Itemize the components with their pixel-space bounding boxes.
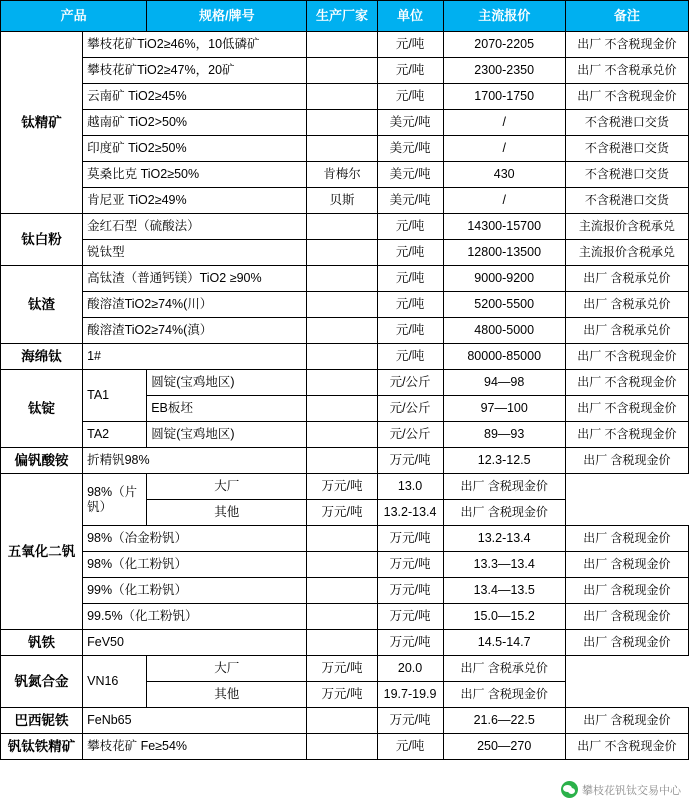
unit-cell: 元/吨 [377,734,443,760]
unit-cell: 元/吨 [377,32,443,58]
price-cell: 13.2-13.4 [377,500,443,526]
unit-cell: 美元/吨 [377,110,443,136]
product-cell: 钛精矿 [1,32,83,214]
price-cell: 430 [443,162,565,188]
product-cell: 钛渣 [1,266,83,344]
spec-cell: 酸溶渣TiO2≥74%(川） [83,292,307,318]
maker-cell [307,318,377,344]
price-cell: 21.6—22.5 [443,708,565,734]
spec-cell: 攀枝花矿TiO2≥47%，20矿 [83,58,307,84]
unit-cell: 元/公斤 [377,422,443,448]
price-cell: / [443,136,565,162]
note-cell: 不含税港口交货 [565,136,688,162]
maker-cell [307,84,377,110]
unit-cell: 美元/吨 [377,136,443,162]
header-price: 主流报价 [443,1,565,32]
price-cell: 19.7-19.9 [377,682,443,708]
table-row [1,266,689,292]
table-row [1,240,689,266]
table-row [1,734,689,760]
table-row [1,474,689,500]
note-cell: 出厂 含税现金价 [565,604,688,630]
note-cell: 出厂 含税现金价 [565,708,688,734]
product-cell: 五氧化二钒 [1,474,83,630]
unit-cell: 元/吨 [377,240,443,266]
note-cell: 出厂 含税现金价 [443,682,565,708]
maker-cell [307,292,377,318]
spec-cell: TA2 [83,422,147,448]
product-cell: 钒铁 [1,630,83,656]
watermark-label: 攀枝花钒钛交易中心 [582,784,681,797]
spec-cell: 折精钒98% [83,448,307,474]
unit-cell: 万元/吨 [307,474,377,500]
price-cell: / [443,110,565,136]
note-cell: 主流报价含税承兑 [565,240,688,266]
spec-cell: 98%（片钒） [83,474,147,526]
note-cell: 出厂 不含税现金价 [565,396,688,422]
table-row [1,344,689,370]
maker-cell [307,734,377,760]
price-cell: / [443,188,565,214]
note-cell: 出厂 含税现金价 [565,630,688,656]
note-cell: 出厂 含税现金价 [565,526,688,552]
header-product: 产品 [1,1,147,32]
price-cell: 89—93 [443,422,565,448]
price-cell: 15.0—15.2 [443,604,565,630]
maker-cell [307,214,377,240]
table-row [1,58,689,84]
spec-cell: 莫桑比克 TiO2≥50% [83,162,307,188]
table-row [1,656,689,682]
note-cell: 出厂 含税承兑价 [443,656,565,682]
maker-cell: 其他 [147,500,307,526]
header-maker: 生产厂家 [307,1,377,32]
spec-cell: 98%（化工粉钒） [83,552,307,578]
spec-sub-cell: 圆锭(宝鸡地区) [147,370,307,396]
maker-cell [307,136,377,162]
spec-cell: 云南矿 TiO2≥45% [83,84,307,110]
header-spec: 规格/牌号 [147,1,307,32]
price-cell: 14300-15700 [443,214,565,240]
note-cell: 出厂 含税现金价 [443,474,565,500]
table-row [1,526,689,552]
price-cell: 13.0 [377,474,443,500]
unit-cell: 元/吨 [377,58,443,84]
table-row [1,318,689,344]
note-cell: 出厂 含税现金价 [565,552,688,578]
spec-cell: 攀枝花矿 Fe≥54% [83,734,307,760]
spec-cell: 98%（冶金粉钒） [83,526,307,552]
spec-sub-cell: EB板坯 [147,396,307,422]
price-cell: 9000-9200 [443,266,565,292]
price-cell: 20.0 [377,656,443,682]
header-unit: 单位 [377,1,443,32]
note-cell: 出厂 不含税现金价 [565,344,688,370]
maker-cell [307,32,377,58]
unit-cell: 美元/吨 [377,162,443,188]
wechat-icon [561,781,578,798]
maker-cell: 大厂 [147,474,307,500]
maker-cell [307,240,377,266]
note-cell: 出厂 含税承兑价 [565,318,688,344]
table-row [1,292,689,318]
unit-cell: 元/公斤 [377,396,443,422]
maker-cell [307,708,377,734]
note-cell: 出厂 含税现金价 [565,578,688,604]
unit-cell: 万元/吨 [377,448,443,474]
table-row [1,84,689,110]
maker-cell: 贝斯 [307,188,377,214]
spec-cell: 越南矿 TiO2>50% [83,110,307,136]
spec-cell: FeV50 [83,630,307,656]
price-cell: 1700-1750 [443,84,565,110]
maker-cell: 肯梅尔 [307,162,377,188]
spec-cell: TA1 [83,370,147,422]
price-cell: 14.5-14.7 [443,630,565,656]
maker-cell [307,266,377,292]
price-cell: 2070-2205 [443,32,565,58]
maker-cell [307,630,377,656]
spec-cell: 肯尼亚 TiO2≥49% [83,188,307,214]
price-cell: 12800-13500 [443,240,565,266]
price-cell: 250—270 [443,734,565,760]
spec-sub-cell: 圆锭(宝鸡地区) [147,422,307,448]
product-cell: 钒氮合金 [1,656,83,708]
spec-cell: 金红石型（硫酸法） [83,214,307,240]
table-row [1,552,689,578]
product-cell: 钛锭 [1,370,83,448]
unit-cell: 万元/吨 [377,708,443,734]
unit-cell: 元/吨 [377,266,443,292]
maker-cell [307,526,377,552]
price-cell: 80000-85000 [443,344,565,370]
table-row [1,188,689,214]
maker-cell [307,58,377,84]
unit-cell: 万元/吨 [307,656,377,682]
header-note: 备注 [565,1,688,32]
price-cell: 13.4—13.5 [443,578,565,604]
table-row [1,110,689,136]
spec-cell: VN16 [83,656,147,708]
maker-cell [307,578,377,604]
spec-cell: FeNb65 [83,708,307,734]
spec-cell: 99.5%（化工粉钒） [83,604,307,630]
unit-cell: 元/公斤 [377,370,443,396]
note-cell: 出厂 不含税现金价 [565,84,688,110]
spec-cell: 攀枝花矿TiO2≥46%，10低磷矿 [83,32,307,58]
maker-cell [307,370,377,396]
table-row [1,422,689,448]
product-cell: 钒钛铁精矿 [1,734,83,760]
price-cell: 94—98 [443,370,565,396]
price-cell: 13.2-13.4 [443,526,565,552]
note-cell: 不含税港口交货 [565,188,688,214]
spec-cell: 99%（化工粉钒） [83,578,307,604]
price-cell: 97—100 [443,396,565,422]
maker-cell: 其他 [147,682,307,708]
unit-cell: 万元/吨 [307,500,377,526]
note-cell: 出厂 含税承兑价 [565,266,688,292]
table-row [1,708,689,734]
price-cell: 5200-5500 [443,292,565,318]
table-body [1,32,689,760]
note-cell: 出厂 不含税现金价 [565,734,688,760]
table-row [1,630,689,656]
price-cell: 2300-2350 [443,58,565,84]
unit-cell: 元/吨 [377,292,443,318]
unit-cell: 元/吨 [377,344,443,370]
header-row [1,1,689,32]
maker-cell [307,344,377,370]
unit-cell: 万元/吨 [377,578,443,604]
price-cell: 12.3-12.5 [443,448,565,474]
product-cell: 钛白粉 [1,214,83,266]
maker-cell [307,448,377,474]
table-row [1,448,689,474]
note-cell: 出厂 不含税现金价 [565,32,688,58]
table-header [1,1,689,32]
table-row [1,214,689,240]
table-row [1,578,689,604]
unit-cell: 元/吨 [377,84,443,110]
table-row [1,370,689,396]
spec-cell: 高钛渣（普通钙镁）TiO2 ≥90% [83,266,307,292]
maker-cell: 大厂 [147,656,307,682]
unit-cell: 美元/吨 [377,188,443,214]
unit-cell: 万元/吨 [377,526,443,552]
unit-cell: 万元/吨 [307,682,377,708]
spec-cell: 1# [83,344,307,370]
price-cell: 4800-5000 [443,318,565,344]
note-cell: 出厂 不含税现金价 [565,370,688,396]
note-cell: 不含税港口交货 [565,110,688,136]
note-cell: 不含税港口交货 [565,162,688,188]
table-row [1,604,689,630]
spec-cell: 印度矿 TiO2≥50% [83,136,307,162]
note-cell: 出厂 含税承兑价 [565,292,688,318]
note-cell: 主流报价含税承兑 [565,214,688,240]
product-cell: 偏钒酸铵 [1,448,83,474]
note-cell: 出厂 含税现金价 [565,448,688,474]
table-row [1,32,689,58]
note-cell: 出厂 不含税现金价 [565,422,688,448]
product-cell: 巴西铌铁 [1,708,83,734]
unit-cell: 元/吨 [377,214,443,240]
unit-cell: 万元/吨 [377,604,443,630]
unit-cell: 元/吨 [377,318,443,344]
maker-cell [307,604,377,630]
note-cell: 出厂 不含税承兑价 [565,58,688,84]
footer [0,760,689,804]
maker-cell [307,110,377,136]
note-cell: 出厂 含税现金价 [443,500,565,526]
table-row [1,136,689,162]
product-cell: 海绵钛 [1,344,83,370]
maker-cell [307,396,377,422]
spec-cell: 酸溶渣TiO2≥74%(滇） [83,318,307,344]
unit-cell: 万元/吨 [377,552,443,578]
maker-cell [307,422,377,448]
price-cell: 13.3—13.4 [443,552,565,578]
spec-cell: 锐钛型 [83,240,307,266]
table-row [1,162,689,188]
watermark [561,781,681,798]
unit-cell: 万元/吨 [377,630,443,656]
maker-cell [307,552,377,578]
